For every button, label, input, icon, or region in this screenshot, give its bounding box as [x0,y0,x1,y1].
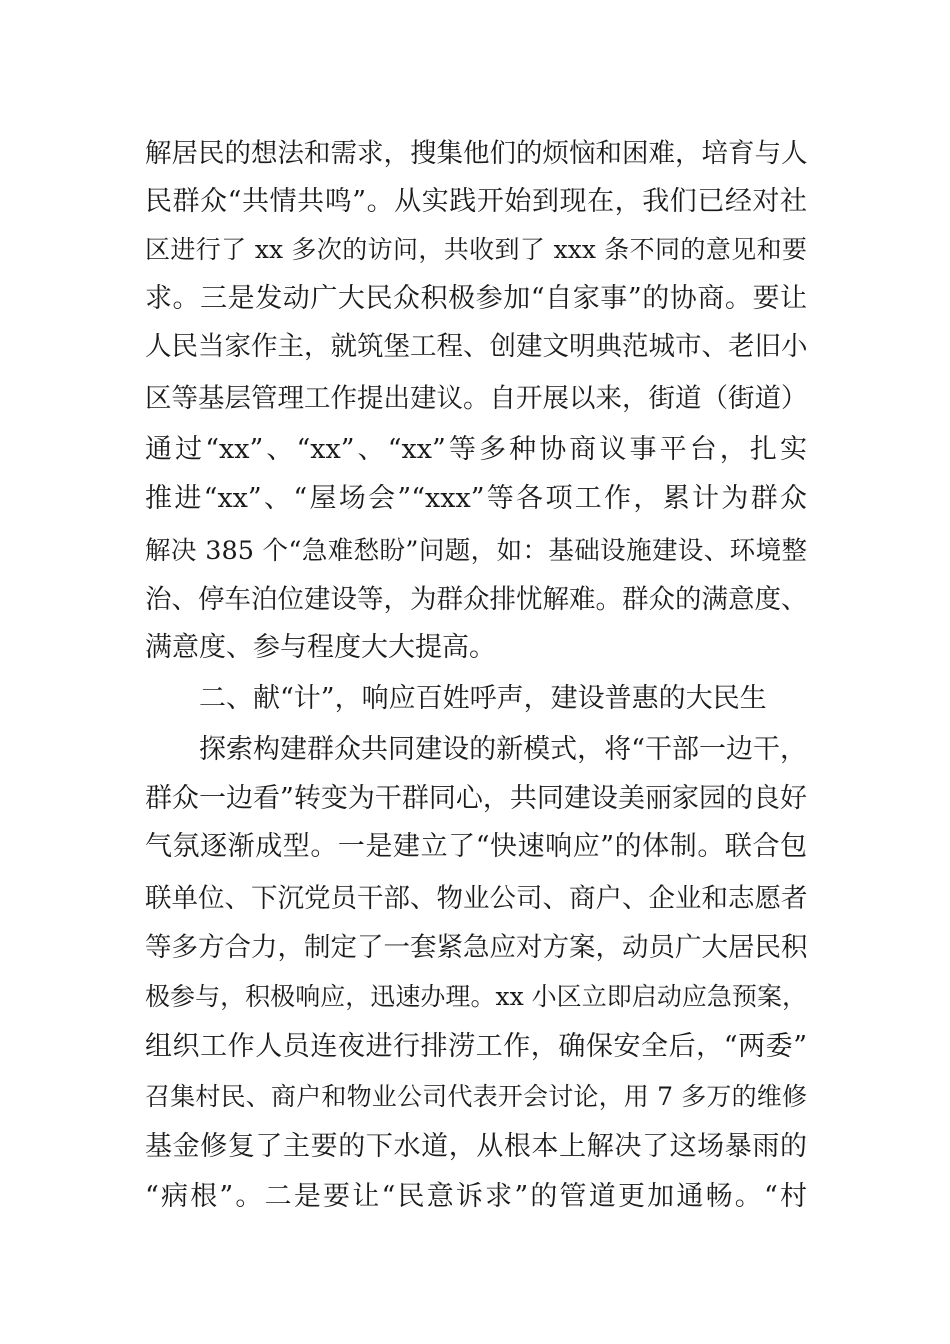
paragraph-line: 组织工作人员连夜进行排涝工作，确保安全后，“两委” [145,1031,807,1062]
paragraph-line: 满意度、参与程度大大提高。 [145,632,496,663]
section-heading: 二、献“计”，响应百姓呼声，建设普惠的大民生 [199,683,767,714]
paragraph-line: 治、停车泊位建设等，为群众排忧解难。群众的满意度、 [145,584,808,615]
paragraph-line: 解居民的想法和需求，搜集他们的烦恼和困难，培育与人 [145,138,808,169]
paragraph-line: 通过“xx”、“xx”、“xx”等多种协商议事平台，扎实 [145,434,807,465]
paragraph-line: 联单位、下沉党员干部、物业公司、商户、企业和志愿者 [145,883,808,914]
paragraph-line: 区等基层管理工作提出建议。自开展以来，街道（街道） [145,383,808,414]
paragraph-line: 等多方合力，制定了一套紧急应对方案，动员广大居民积 [145,932,808,963]
paragraph-line: 召集村民、商户和物业公司代表开会讨论，用 7 多万的维修 [145,1082,807,1111]
paragraph-line: “病根”。二是要让“民意诉求”的管道更加通畅。“村 [145,1181,807,1212]
paragraph-line: 极参与，积极响应，迅速办理。xx 小区立即启动应急预案， [145,982,807,1011]
paragraph-line: 求。三是发动广大民众积极参加“自家事”的协商。要让 [145,283,807,314]
paragraph-line: 气氛逐渐成型。一是建立了“快速响应”的体制。联合包 [145,831,807,862]
paragraph-line: 群众一边看”转变为干群同心，共同建设美丽家园的良好 [145,783,807,814]
paragraph-line: 解决 385 个“急难愁盼”问题，如：基础设施建设、环境整 [145,536,807,566]
paragraph-line: 探索构建群众共同建设的新模式，将“干部一边干， [199,734,807,765]
paragraph-line: 区进行了 xx 多次的访问，共收到了 xxx 条不同的意见和要 [145,235,807,264]
paragraph-line: 基金修复了主要的下水道，从根本上解决了这场暴雨的 [145,1131,807,1162]
paragraph-line: 推进“xx”、“屋场会”“xxx”等各项工作，累计为群众 [145,483,807,514]
paragraph-line: 民群众“共情共鸣”。从实践开始到现在，我们已经对社 [145,186,807,217]
paragraph-line: 人民当家作主，就筑堡工程、创建文明典范城市、老旧小 [145,331,808,362]
